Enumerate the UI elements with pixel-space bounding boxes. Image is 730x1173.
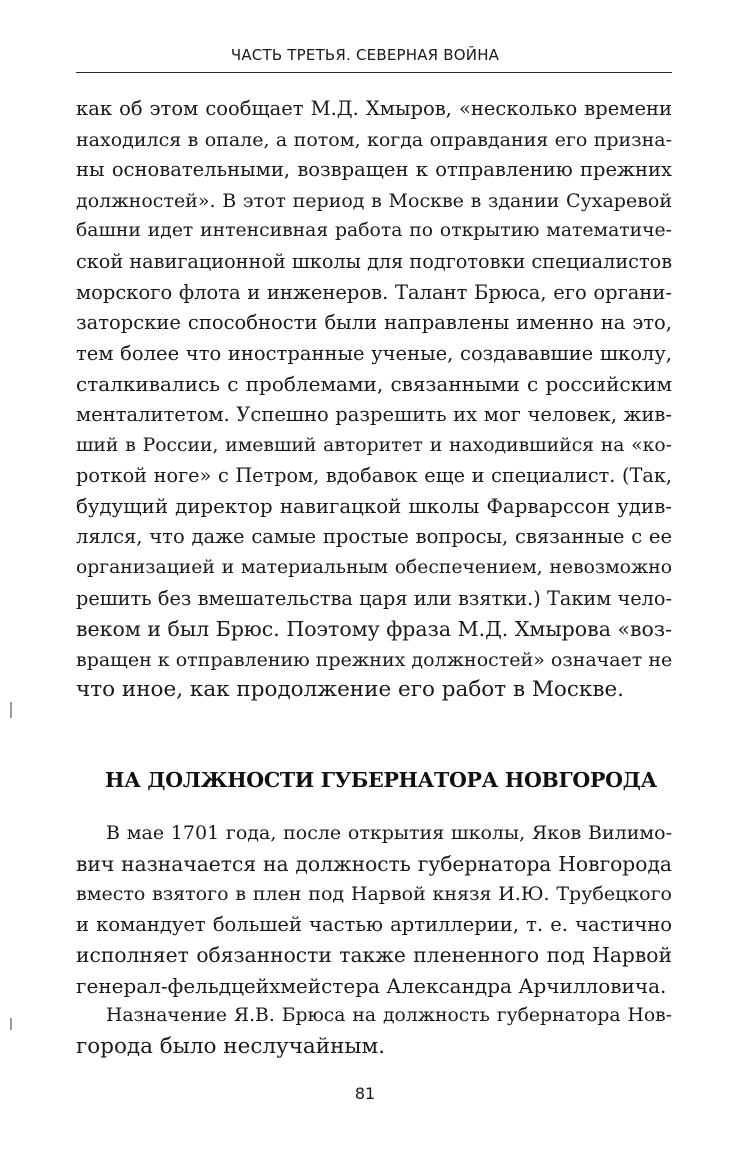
text-line: морского флота и инженеров. Талант Брюса, его органи-	[76, 280, 672, 304]
text-line: вращен к отправлению прежних должностей» означает не	[76, 648, 673, 671]
running-head: ЧАСТЬ ТРЕТЬЯ. СЕВЕРНАЯ ВОЙНА	[230, 46, 500, 64]
text-line: будущий директор навигацкой школы Фарварссон удив-	[76, 494, 672, 518]
paragraph-3	[76, 1001, 672, 1062]
text-line: исполняет обязанности также плененного под Нарвой	[76, 943, 672, 968]
text-line: В мае 1701 года, после открытия школы, Яков Вилимо-	[106, 822, 672, 844]
text-line: башни идет интенсивная работа по открытию математиче-	[76, 220, 672, 242]
text-line: тем более что иностранные ученые, создававшие школу,	[76, 341, 672, 365]
text-line: ший в России, имевший авторитет и находившийся на «ко-	[76, 434, 672, 456]
text-line: лялся, что даже самые простые вопросы, связанные с ее	[76, 525, 672, 549]
page-number: 81	[354, 1084, 376, 1103]
text-line: сталкивались с проблемами, связанными с российским	[76, 372, 672, 397]
text-line: вместо взятого в плен под Нарвой князя И.Ю. Трубецкого	[76, 883, 672, 906]
text-line: как об этом сообщает М.Д. Хмыров, «несколько времени	[76, 97, 672, 120]
text-line: заторские способности были направлены именно на это,	[76, 311, 672, 335]
text-line: роткой ноге» с Петром, вдобавок еще и специалист. (Так,	[76, 464, 672, 488]
text-line: Назначение Я.В. Брюса на должность губернатора Нов-	[106, 1005, 672, 1026]
text-line: веком и был Брюс. Поэтому фраза М.Д. Хмырова «воз-	[76, 617, 672, 642]
scan-edge-mark	[10, 1018, 12, 1030]
text-line: находился в опале, а потом, когда оправдания его призна-	[76, 128, 672, 151]
text-line: что иное, как продолжение его работ в Москве.	[76, 677, 625, 703]
paragraph-2	[76, 818, 672, 1002]
paragraph-1	[76, 94, 672, 706]
text-line: ской навигационной школы для подготовки специалистов	[76, 249, 673, 273]
text-line: менталитетом. Успешно разрешить их мог человек, жив-	[76, 402, 672, 426]
header-rule	[76, 72, 672, 73]
text-line: ны основательными, возвращен к отправлению прежних	[76, 158, 672, 182]
text-line: организацией и материальным обеспечением, невозможно	[76, 556, 672, 578]
section-heading: НА ДОЛЖНОСТИ ГУБЕРНАТОРА НОВГОРОДА	[105, 768, 657, 792]
text-line: решить без вмешательства царя или взятки.) Таким чело-	[76, 586, 672, 610]
scan-edge-mark	[10, 702, 12, 718]
text-line: вич назначается на должность губернатора Новгорода	[76, 851, 672, 876]
text-line: генерал-фельдцейхмейстера Александра Арчилловича.	[76, 973, 667, 998]
text-line: и командует большей частью артиллерии, т. е. частично	[76, 912, 672, 936]
text-line: должностей». В этот период в Москве в здании Сухаревой	[76, 189, 672, 212]
text-line: города было неслучайным.	[76, 1033, 386, 1059]
